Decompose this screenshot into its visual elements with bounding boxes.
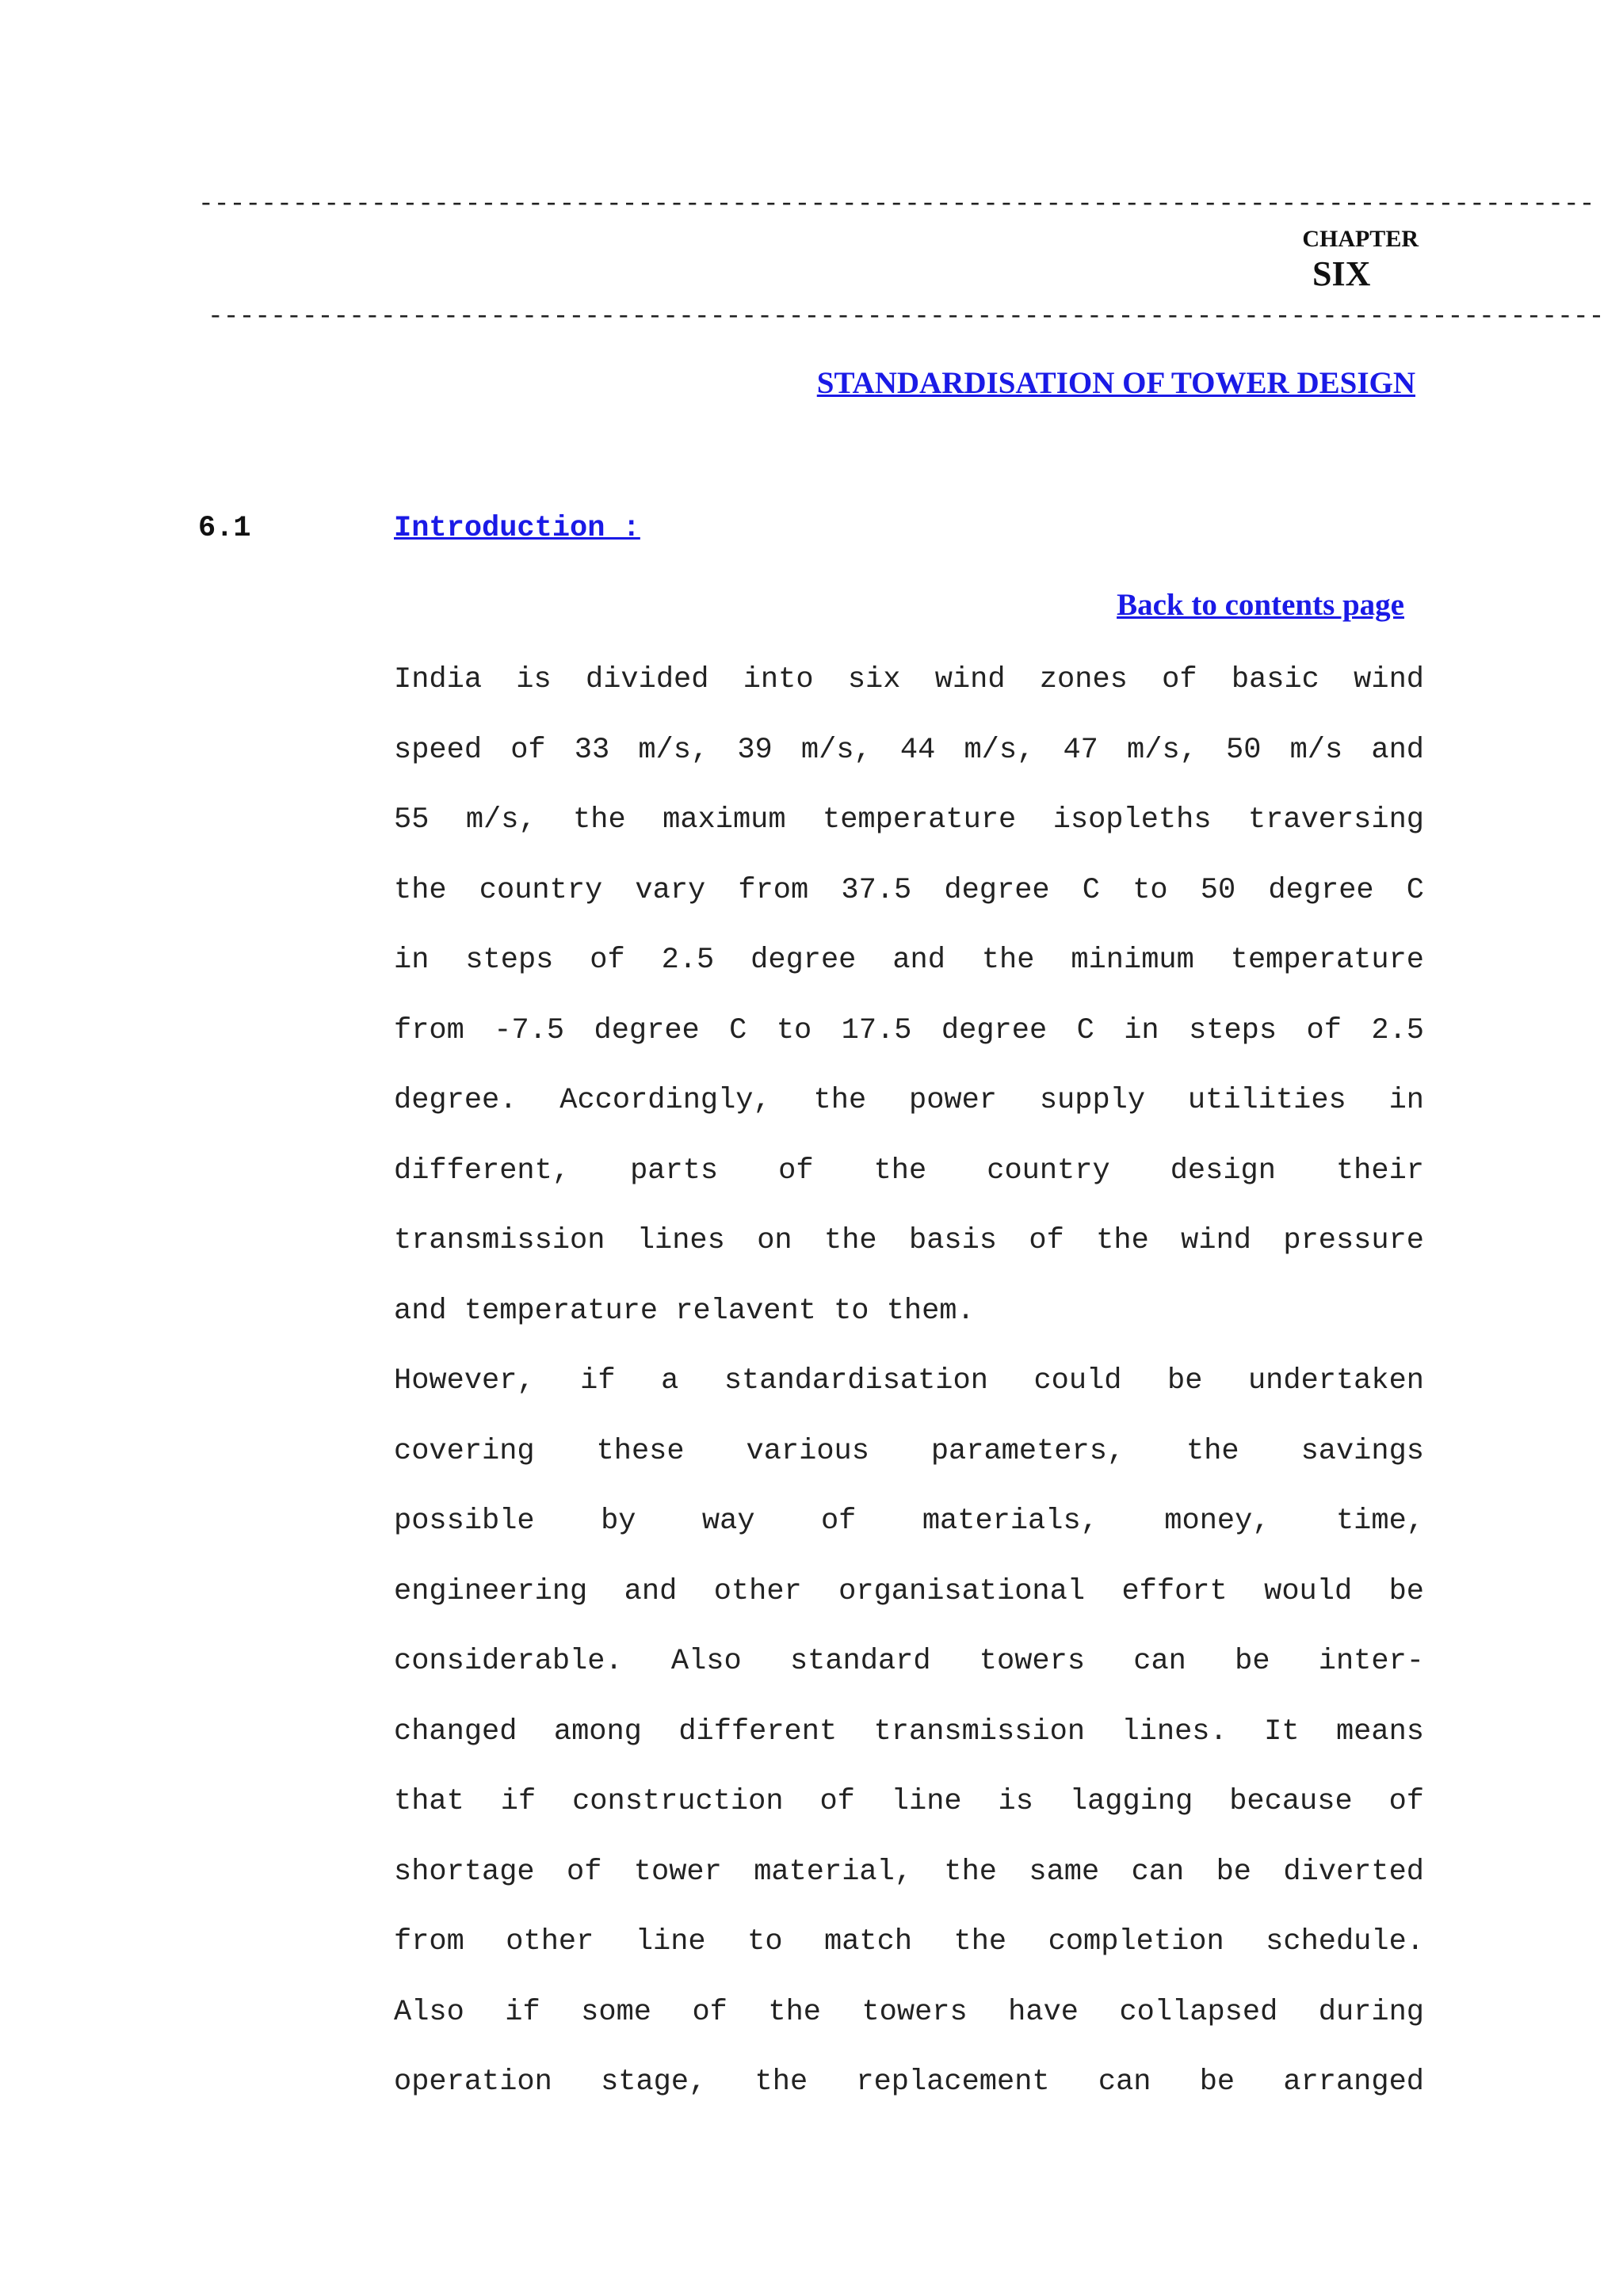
body-line: Also if some of the towers have collapsed during — [394, 1995, 1424, 2029]
body-line: shortage of tower material, the same can be diverted — [394, 1855, 1424, 1889]
body-line: operation stage, the replacement can be arranged — [394, 2065, 1424, 2099]
body-paragraph — [394, 645, 1424, 2118]
body-line: However, if a standardisation could be undertaken — [394, 1364, 1424, 1398]
body-line: considerable. Also standard towers can be inter- — [394, 1645, 1424, 1678]
body-line: covering these various parameters, the savings — [394, 1434, 1424, 1468]
body-line: changed among different transmission lines. It means — [394, 1714, 1424, 1749]
body-line: transmission lines on the basis of the wind pressure — [394, 1224, 1424, 1257]
back-to-contents-link[interactable]: Back to contents page — [1117, 588, 1404, 622]
body-line: speed of 33 m/s, 39 m/s, 44 m/s, 47 m/s, 50 m/s and — [394, 733, 1424, 767]
body-line: degree. Accordingly, the power supply utilities in — [394, 1084, 1424, 1117]
body-line: possible by way of materials, money, time, — [394, 1505, 1424, 1538]
chapter-title-link[interactable]: STANDARDISATION OF TOWER DESIGN — [816, 366, 1415, 400]
section-title-link[interactable]: Introduction : — [394, 512, 640, 545]
body-line: the country vary from 37.5 degree C to 50 degree C — [394, 873, 1424, 907]
dashed-divider-top: ----------------------------------------------------------------------------------------- — [198, 189, 1595, 219]
section-number: 6.1 — [198, 512, 251, 545]
body-line: from other line to match the completion schedule. — [394, 1925, 1424, 1958]
body-line: in steps of 2.5 degree and the minimum temperature — [394, 944, 1424, 977]
body-line: that if construction of line is lagging because of — [394, 1785, 1424, 1818]
body-line: different, parts of the country design their — [394, 1154, 1424, 1188]
body-line: 55 m/s, the maximum temperature isopleths traversing — [394, 803, 1424, 837]
dashed-divider-bottom: ----------------------------------------------------------------------------------------- — [208, 302, 1605, 331]
chapter-label: CHAPTER — [1302, 226, 1419, 252]
chapter-number: SIX — [1312, 254, 1371, 293]
body-line: engineering and other organisational effort would be — [394, 1574, 1424, 1608]
body-line: from -7.5 degree C to 17.5 degree C in steps of 2.5 — [394, 1013, 1424, 1047]
body-line: India is divided into six wind zones of basic wind — [394, 663, 1424, 696]
body-line: and temperature relavent to them. — [394, 1294, 975, 1328]
